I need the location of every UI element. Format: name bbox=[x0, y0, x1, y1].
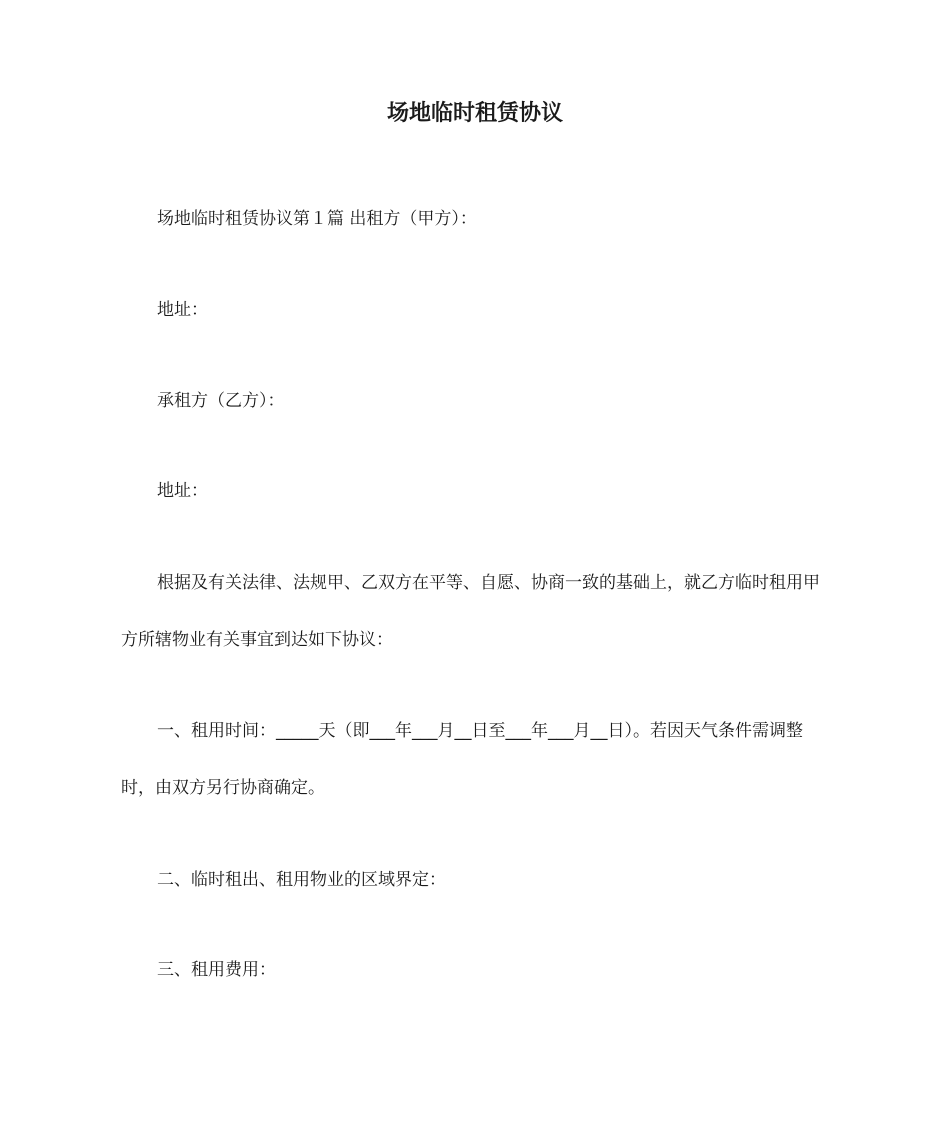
paragraph-lessee-address: 地址： bbox=[157, 481, 208, 501]
paragraph-clause-area: 二、临时租出、租用物业的区域界定： bbox=[157, 870, 446, 890]
paragraph-lessor: 场地临时租赁协议第１篇 出租方（甲方）： bbox=[157, 209, 477, 229]
paragraph-lessor-address: 地址： bbox=[157, 300, 208, 320]
paragraph-preamble: 根据及有关法律、法规甲、乙双方在平等、自愿、协商一致的基础上，就乙方临时租用甲方所辖物业有关事宜到达如下协议： bbox=[121, 573, 820, 650]
paragraph-clause-fees: 三、租用费用： bbox=[157, 960, 276, 980]
paragraph-lessee: 承租方（乙方）： bbox=[157, 391, 285, 411]
paragraph-clause-rental-period: 一、租用时间：_____天（即___年___月__日至___年___月__日）。若因天气条件需调整时，由双方另行协商确定。 bbox=[121, 721, 803, 798]
document-title: 场地临时租赁协议 bbox=[386, 101, 563, 126]
